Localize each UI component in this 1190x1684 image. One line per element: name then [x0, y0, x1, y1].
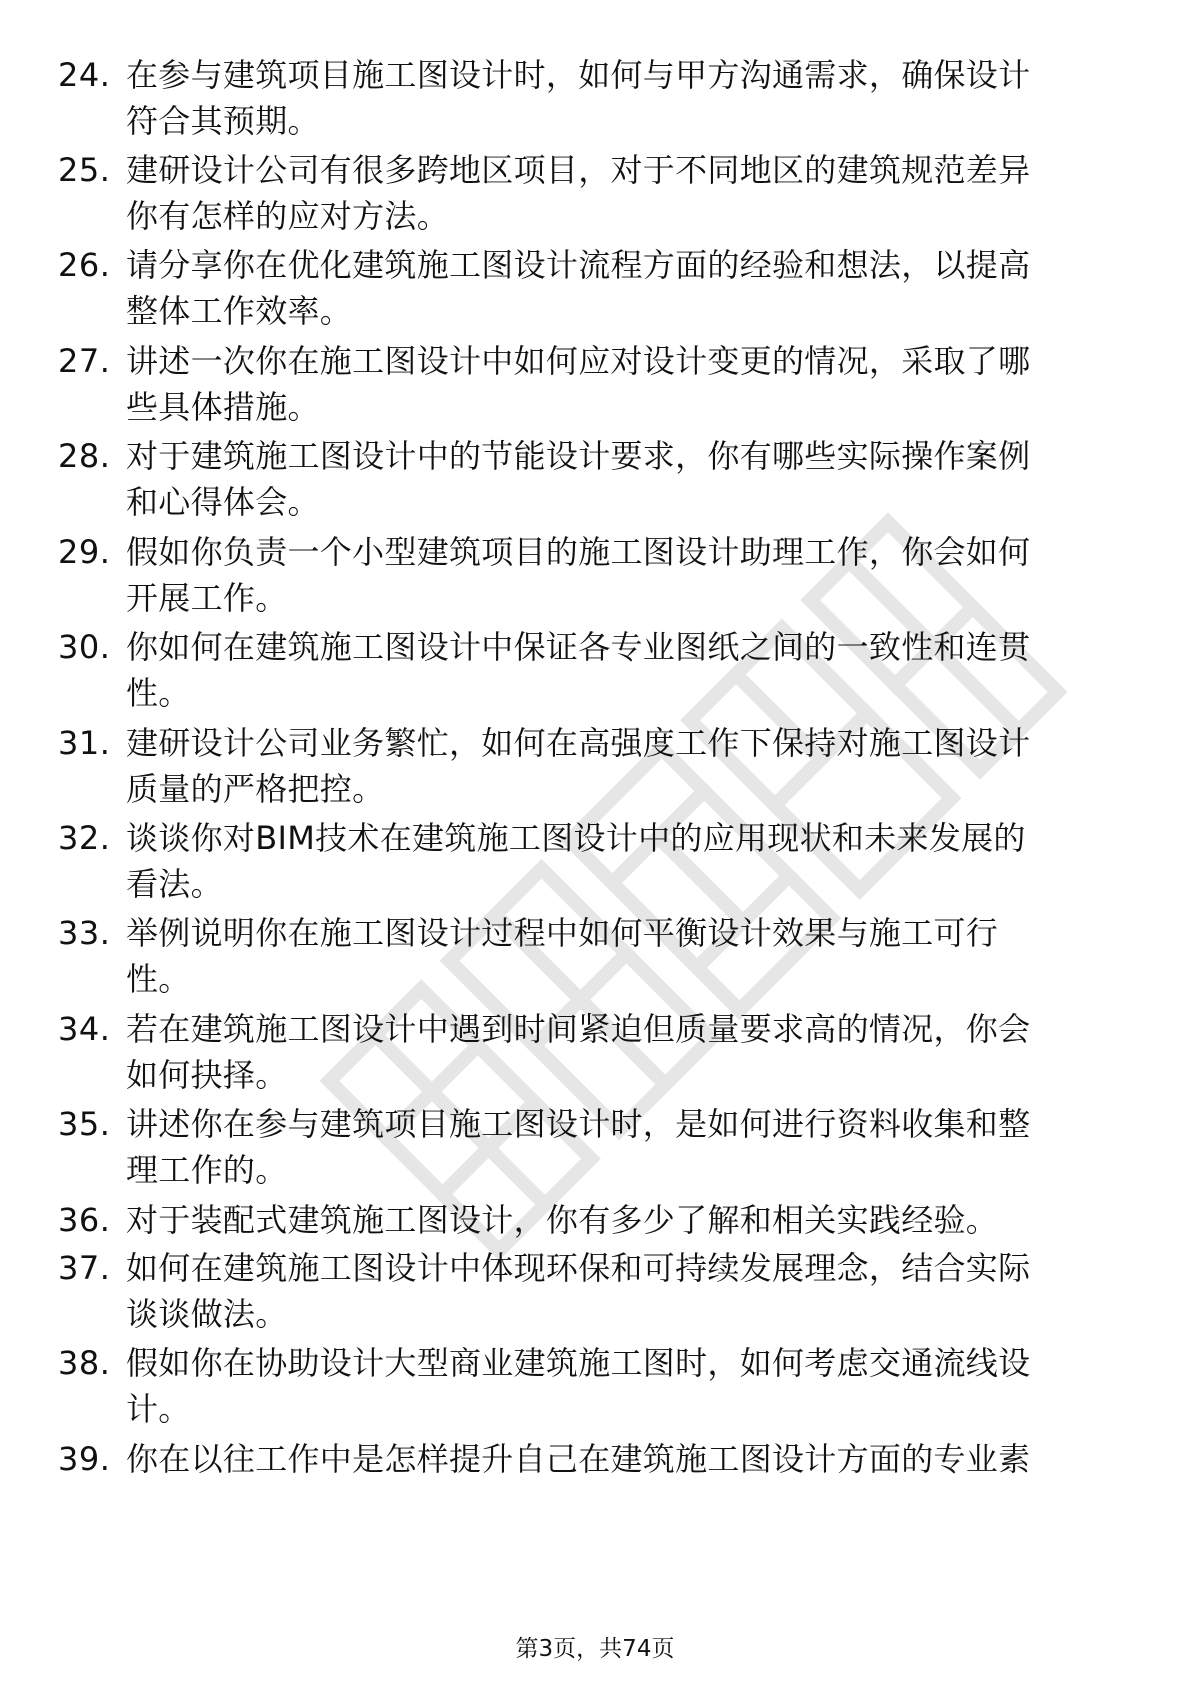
question-line: 看法。 [126, 865, 223, 903]
question-line: 若在建筑施工图设计中遇到时间紧迫但质量要求高的情况，你会 [126, 1010, 1031, 1048]
question-text [126, 624, 1116, 716]
question-text [126, 529, 1116, 621]
question-item-35 [0, 1101, 1190, 1201]
question-number: 29. [58, 533, 111, 571]
question-item-37 [0, 1245, 1190, 1345]
question-text [126, 52, 1116, 144]
question-line: 你有怎样的应对方法。 [126, 197, 450, 235]
question-item-24 [0, 52, 1190, 152]
question-line: 谈谈做法。 [126, 1295, 288, 1333]
question-item-30 [0, 624, 1190, 724]
question-line: 在参与建筑项目施工图设计时，如何与甲方沟通需求，确保设计 [126, 56, 1031, 94]
question-text [126, 433, 1116, 525]
question-line: 讲述一次你在施工图设计中如何应对设计变更的情况，采取了哪 [126, 342, 1031, 380]
question-line: 符合其预期。 [126, 102, 320, 140]
question-line: 你在以往工作中是怎样提升自己在建筑施工图设计方面的专业素 [126, 1440, 1031, 1478]
question-line: 假如你在协助设计大型商业建筑施工图时，如何考虑交通流线设 [126, 1344, 1031, 1382]
question-number: 32. [58, 819, 111, 857]
question-number: 33. [58, 914, 111, 952]
question-item-31 [0, 720, 1190, 820]
question-item-28 [0, 433, 1190, 533]
question-item-26 [0, 242, 1190, 342]
question-number: 37. [58, 1249, 111, 1287]
question-text [126, 147, 1116, 239]
question-number: 39. [58, 1440, 111, 1478]
question-number: 27. [58, 342, 111, 380]
question-line: 谈谈你对BIM技术在建筑施工图设计中的应用现状和未来发展的 [126, 819, 1026, 857]
question-line: 质量的严格把控。 [126, 770, 385, 808]
question-number: 36. [58, 1201, 111, 1239]
question-line: 如何在建筑施工图设计中体现环保和可持续发展理念，结合实际 [126, 1249, 1031, 1287]
question-item-38 [0, 1340, 1190, 1440]
question-line: 和心得体会。 [126, 483, 320, 521]
question-line: 对于装配式建筑施工图设计，你有多少了解和相关实践经验。 [126, 1201, 999, 1239]
question-text [126, 242, 1116, 334]
question-text [126, 1197, 1116, 1243]
question-line: 建研设计公司业务繁忙，如何在高强度工作下保持对施工图设计 [126, 724, 1031, 762]
question-item-32 [0, 815, 1190, 915]
question-line: 整体工作效率。 [126, 292, 353, 330]
question-number: 28. [58, 437, 111, 475]
question-item-39 [0, 1436, 1190, 1536]
question-line: 如何抉择。 [126, 1056, 288, 1094]
question-line: 计。 [126, 1390, 191, 1428]
question-number: 30. [58, 628, 111, 666]
question-text [126, 338, 1116, 430]
question-line: 对于建筑施工图设计中的节能设计要求，你有哪些实际操作案例 [126, 437, 1031, 475]
question-line: 请分享你在优化建筑施工图设计流程方面的经验和想法，以提高 [126, 246, 1031, 284]
question-item-33 [0, 910, 1190, 1010]
question-line: 性。 [126, 960, 191, 998]
question-item-34 [0, 1006, 1190, 1106]
question-line: 讲述你在参与建筑项目施工图设计时，是如何进行资料收集和整 [126, 1105, 1031, 1143]
question-text [126, 1436, 1116, 1482]
question-text [126, 1245, 1116, 1337]
question-line: 些具体措施。 [126, 388, 320, 426]
question-number: 26. [58, 246, 111, 284]
question-text [126, 815, 1116, 907]
question-line: 建研设计公司有很多跨地区项目，对于不同地区的建筑规范差异 [126, 151, 1031, 189]
question-line: 理工作的。 [126, 1151, 288, 1189]
question-line: 性。 [126, 674, 191, 712]
question-item-27 [0, 338, 1190, 438]
question-line: 假如你负责一个小型建筑项目的施工图设计助理工作，你会如何 [126, 533, 1031, 571]
page-footer [0, 1634, 1190, 1664]
question-number: 25. [58, 151, 111, 189]
question-text [126, 1101, 1116, 1193]
question-text [126, 1006, 1116, 1098]
question-text [126, 720, 1116, 812]
question-number: 38. [58, 1344, 111, 1382]
page-number-label: 第3页，共74页 [515, 1636, 675, 1662]
question-text [126, 910, 1116, 1002]
question-text [126, 1340, 1116, 1432]
question-number: 34. [58, 1010, 111, 1048]
question-number: 24. [58, 56, 111, 94]
question-item-25 [0, 147, 1190, 247]
question-line: 开展工作。 [126, 579, 288, 617]
question-item-29 [0, 529, 1190, 629]
question-line: 举例说明你在施工图设计过程中如何平衡设计效果与施工可行 [126, 914, 999, 952]
question-number: 31. [58, 724, 111, 762]
question-number: 35. [58, 1105, 111, 1143]
question-line: 你如何在建筑施工图设计中保证各专业图纸之间的一致性和连贯 [126, 628, 1031, 666]
